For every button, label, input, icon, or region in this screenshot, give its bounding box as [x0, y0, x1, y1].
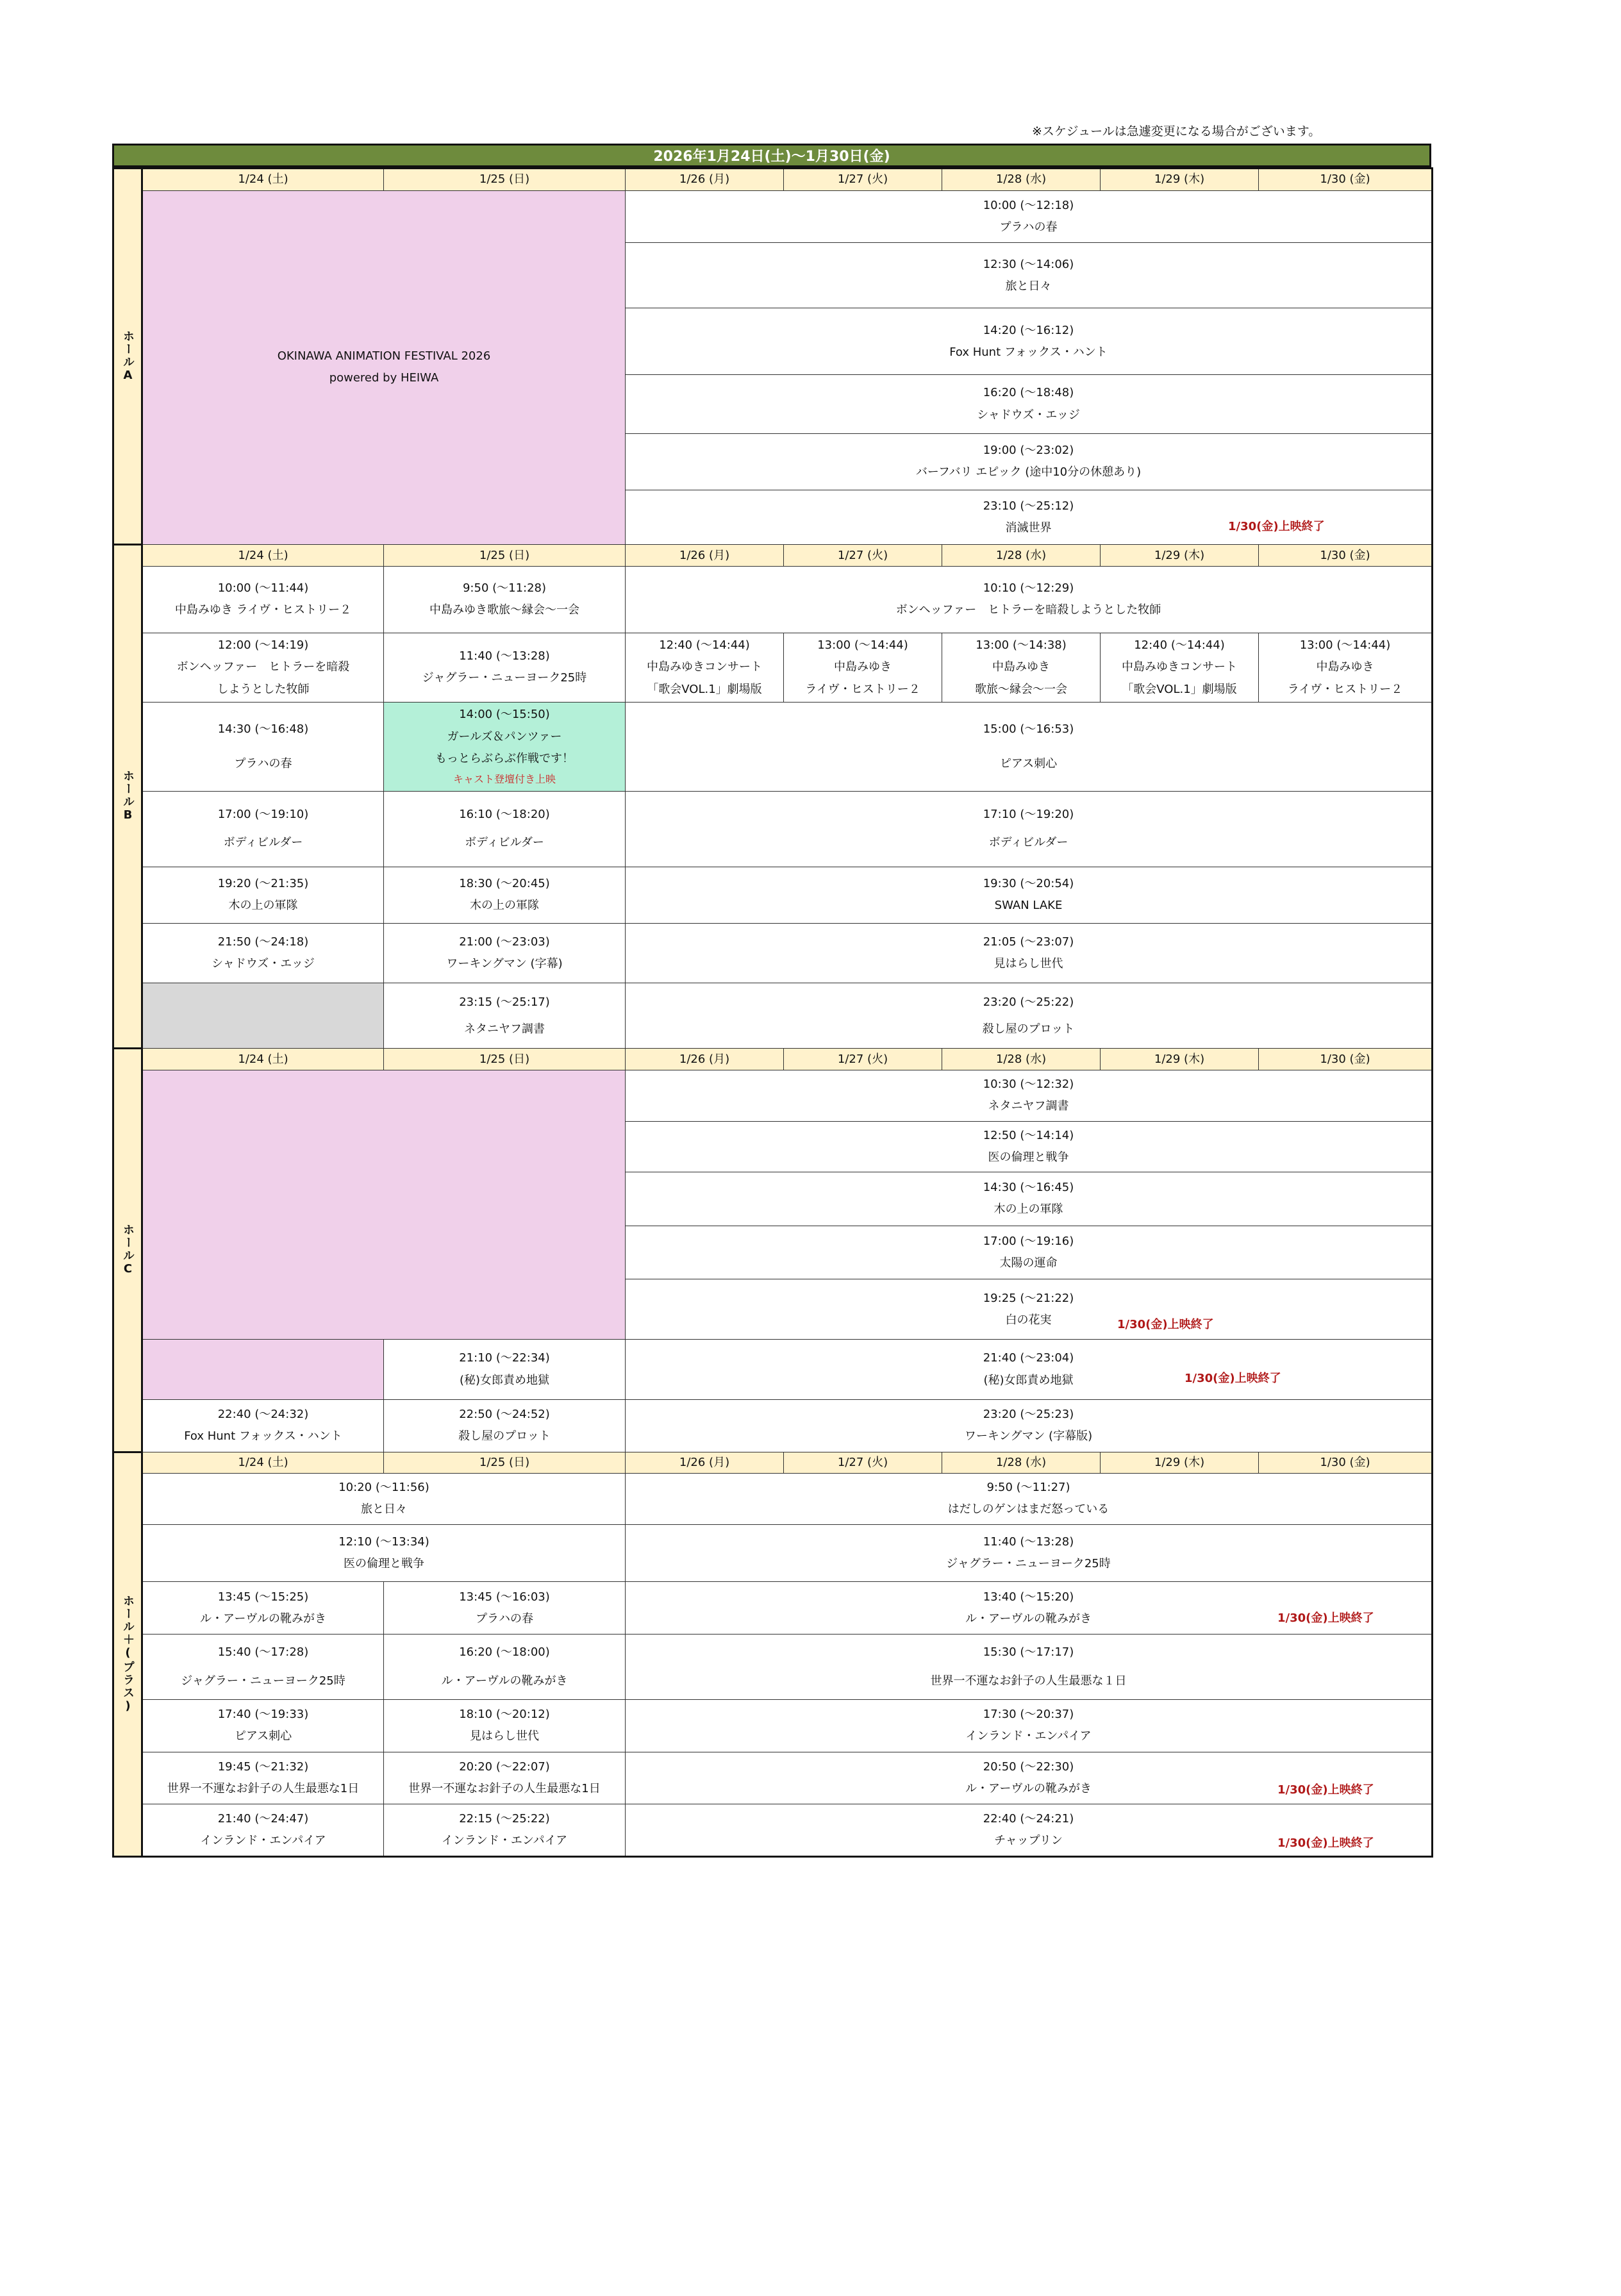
hall-a-label: ホールA	[113, 169, 142, 545]
screening: 14:20 (～16:12) Fox Hunt フォックス・ハント	[626, 308, 1433, 375]
day-header: 1/27 (火)	[784, 169, 942, 191]
cast-appearance-note: キャスト登壇付き上映	[453, 772, 556, 785]
hall-b-label: ホールB	[113, 545, 142, 1049]
day-header: 1/26 (月)	[626, 1452, 784, 1474]
day-header: 1/26 (月)	[626, 169, 784, 191]
screening: 9:50 (～11:27) はだしのゲンはまだ怒っている	[626, 1474, 1433, 1525]
screening: 21:05 (～23:07) 見はらし世代	[626, 923, 1433, 983]
festival-name: OKINAWA ANIMATION FESTIVAL 2026	[277, 349, 491, 363]
hall-c-label: ホールC	[113, 1049, 142, 1452]
screening: 20:20 (～22:07) 世界一不運なお針子の人生最悪な1日	[384, 1752, 626, 1804]
screening: 17:30 (～20:37) インランド・エンパイア	[626, 1700, 1433, 1752]
screening: 22:50 (～24:52) 殺し屋のプロット	[384, 1400, 626, 1452]
day-header: 1/27 (火)	[784, 1452, 942, 1474]
end-note: 1/30(金)上映終了	[1277, 1836, 1374, 1851]
screening: 16:20 (～18:48) シャドウズ・エッジ	[626, 375, 1433, 434]
screening: 18:10 (～20:12) 見はらし世代	[384, 1700, 626, 1752]
schedule-change-note: ※スケジュールは急遽変更になる場合がございます。	[1032, 124, 1321, 138]
screening: 21:40 (～23:04) (秘)女郎責め地獄 1/30(金)上映終了	[626, 1340, 1433, 1400]
screening: 13:45 (～16:03) プラハの春	[384, 1582, 626, 1635]
day-header: 1/29 (木)	[1101, 545, 1259, 567]
festival-sponsor: powered by HEIWA	[329, 371, 439, 385]
day-header: 1/24 (土)	[142, 545, 384, 567]
day-header: 1/28 (水)	[942, 169, 1101, 191]
end-note: 1/30(金)上映終了	[1228, 519, 1325, 533]
screening: 19:20 (～21:35) 木の上の軍隊	[142, 867, 384, 923]
reserved-block	[142, 1070, 626, 1340]
screening: 21:40 (～24:47) インランド・エンパイア	[142, 1804, 384, 1857]
screening: 10:20 (～11:56) 旅と日々	[142, 1474, 626, 1525]
day-header-row	[113, 545, 1433, 567]
empty-slot	[142, 983, 384, 1049]
screening: 22:40 (～24:32) Fox Hunt フォックス・ハント	[142, 1400, 384, 1452]
screening: 11:40 (～13:28) ジャグラー・ニューヨーク25時	[384, 633, 626, 702]
screening: 10:10 (～12:29) ボンヘッファー ヒトラーを暗殺しようとした牧師	[626, 566, 1433, 633]
day-header: 1/28 (水)	[942, 1049, 1101, 1070]
screening: 13:45 (～15:25) ル・アーヴルの靴みがき	[142, 1582, 384, 1635]
day-header: 1/30 (金)	[1259, 169, 1433, 191]
day-header: 1/27 (火)	[784, 1049, 942, 1070]
day-header-row	[113, 1049, 1433, 1070]
screening: 12:10 (～13:34) 医の倫理と戦争	[142, 1524, 626, 1582]
schedule-table	[112, 167, 1433, 1858]
end-note: 1/30(金)上映終了	[1185, 1372, 1281, 1386]
day-header: 1/29 (木)	[1101, 169, 1259, 191]
screening: 23:15 (～25:17) ネタニヤフ調書	[384, 983, 626, 1049]
screening: 22:40 (～24:21) チャップリン 1/30(金)上映終了	[626, 1804, 1433, 1857]
screening: 13:40 (～15:20) ル・アーヴルの靴みがき 1/30(金)上映終了	[626, 1582, 1433, 1635]
screening: 17:00 (～19:16) 太陽の運命	[626, 1226, 1433, 1279]
day-header: 1/30 (金)	[1259, 1452, 1433, 1474]
screening: 13:00 (～14:44) 中島みゆき ライヴ・ヒストリー２	[784, 633, 942, 702]
screening: 13:00 (～14:44) 中島みゆき ライヴ・ヒストリー２	[1259, 633, 1433, 702]
day-header-row	[113, 1452, 1433, 1474]
screening: 16:10 (～18:20) ボディビルダー	[384, 791, 626, 867]
screening: 10:00 (～11:44) 中島みゆき ライヴ・ヒストリー２	[142, 566, 384, 633]
screening: 12:30 (～14:06) 旅と日々	[626, 243, 1433, 308]
screening: 17:00 (～19:10) ボディビルダー	[142, 791, 384, 867]
day-header: 1/28 (水)	[942, 545, 1101, 567]
screening: 15:00 (～16:53) ピアス刺心	[626, 703, 1433, 792]
day-header-row	[113, 169, 1433, 191]
screening: 12:40 (～14:44) 中島みゆきコンサート 「歌会VOL.1」劇場版	[1101, 633, 1259, 702]
day-header: 1/26 (月)	[626, 545, 784, 567]
day-header: 1/30 (金)	[1259, 1049, 1433, 1070]
day-header: 1/25 (日)	[384, 1049, 626, 1070]
day-header: 1/26 (月)	[626, 1049, 784, 1070]
screening: 22:15 (～25:22) インランド・エンパイア	[384, 1804, 626, 1857]
screening: 19:30 (～20:54) SWAN LAKE	[626, 867, 1433, 923]
screening: 13:00 (～14:38) 中島みゆき 歌旅～縁会～一会	[942, 633, 1101, 702]
day-header: 1/29 (木)	[1101, 1049, 1259, 1070]
screening: 19:00 (～23:02) バーフバリ エピック (途中10分の休憩あり)	[626, 433, 1433, 490]
day-header: 1/28 (水)	[942, 1452, 1101, 1474]
screening: 18:30 (～20:45) 木の上の軍隊	[384, 867, 626, 923]
day-header: 1/25 (日)	[384, 1452, 626, 1474]
screening: 23:20 (～25:22) 殺し屋のプロット	[626, 983, 1433, 1049]
reserved-block	[142, 1340, 384, 1400]
hall-plus-label: ホール＋(プラス)	[113, 1452, 142, 1856]
day-header: 1/29 (木)	[1101, 1452, 1259, 1474]
day-header: 1/24 (土)	[142, 169, 384, 191]
screening: 17:40 (～19:33) ピアス刺心	[142, 1700, 384, 1752]
screening: 12:50 (～14:14) 医の倫理と戦争	[626, 1121, 1433, 1172]
day-header: 1/25 (日)	[384, 169, 626, 191]
end-note: 1/30(金)上映終了	[1277, 1783, 1374, 1797]
day-header: 1/30 (金)	[1259, 545, 1433, 567]
screening: 20:50 (～22:30) ル・アーヴルの靴みがき 1/30(金)上映終了	[626, 1752, 1433, 1804]
special-screening: 14:00 (～15:50) ガールズ＆パンツァー もっとらぶらぶ作戦です！ キャスト登壇付き上映	[384, 703, 626, 792]
screening: 15:40 (～17:28) ジャグラー・ニューヨーク25時	[142, 1635, 384, 1700]
screening: 21:10 (～22:34) (秘)女郎責め地獄	[384, 1340, 626, 1400]
day-header: 1/24 (土)	[142, 1452, 384, 1474]
screening: 11:40 (～13:28) ジャグラー・ニューヨーク25時	[626, 1524, 1433, 1582]
end-note: 1/30(金)上映終了	[1277, 1611, 1374, 1626]
screening: 14:30 (～16:48) プラハの春	[142, 703, 384, 792]
screening: 19:45 (～21:32) 世界一不運なお針子の人生最悪な1日	[142, 1752, 384, 1804]
screening: 19:25 (～21:22) 白の花実 1/30(金)上映終了	[626, 1279, 1433, 1340]
screening: 21:00 (～23:03) ワーキングマン (字幕)	[384, 923, 626, 983]
screening: 14:30 (～16:45) 木の上の軍隊	[626, 1172, 1433, 1226]
screening: 10:30 (～12:32) ネタニヤフ調書	[626, 1070, 1433, 1122]
screening: 12:00 (～14:19) ボンヘッファー ヒトラーを暗殺 しようとした牧師	[142, 633, 384, 702]
day-header: 1/24 (土)	[142, 1049, 384, 1070]
screening: 10:00 (～12:18) プラハの春	[626, 190, 1433, 243]
screening: 16:20 (～18:00) ル・アーヴルの靴みがき	[384, 1635, 626, 1700]
screening: 23:20 (～25:23) ワーキングマン (字幕版)	[626, 1400, 1433, 1452]
day-header: 1/25 (日)	[384, 545, 626, 567]
screening: 17:10 (～19:20) ボディビルダー	[626, 791, 1433, 867]
day-header: 1/27 (火)	[784, 545, 942, 567]
screening: 9:50 (～11:28) 中島みゆき歌旅～縁会～一会	[384, 566, 626, 633]
screening: 15:30 (～17:17) 世界一不運なお針子の人生最悪な１日	[626, 1635, 1433, 1700]
screening: 23:10 (～25:12) 消滅世界 1/30(金)上映終了	[626, 490, 1433, 545]
festival-event-block	[142, 190, 626, 545]
screening: 21:50 (～24:18) シャドウズ・エッジ	[142, 923, 384, 983]
schedule-title: 2026年1月24日(土)～1月30日(金)	[112, 144, 1431, 167]
end-note: 1/30(金)上映終了	[1117, 1318, 1214, 1332]
screening: 12:40 (～14:44) 中島みゆきコンサート 「歌会VOL.1」劇場版	[626, 633, 784, 702]
